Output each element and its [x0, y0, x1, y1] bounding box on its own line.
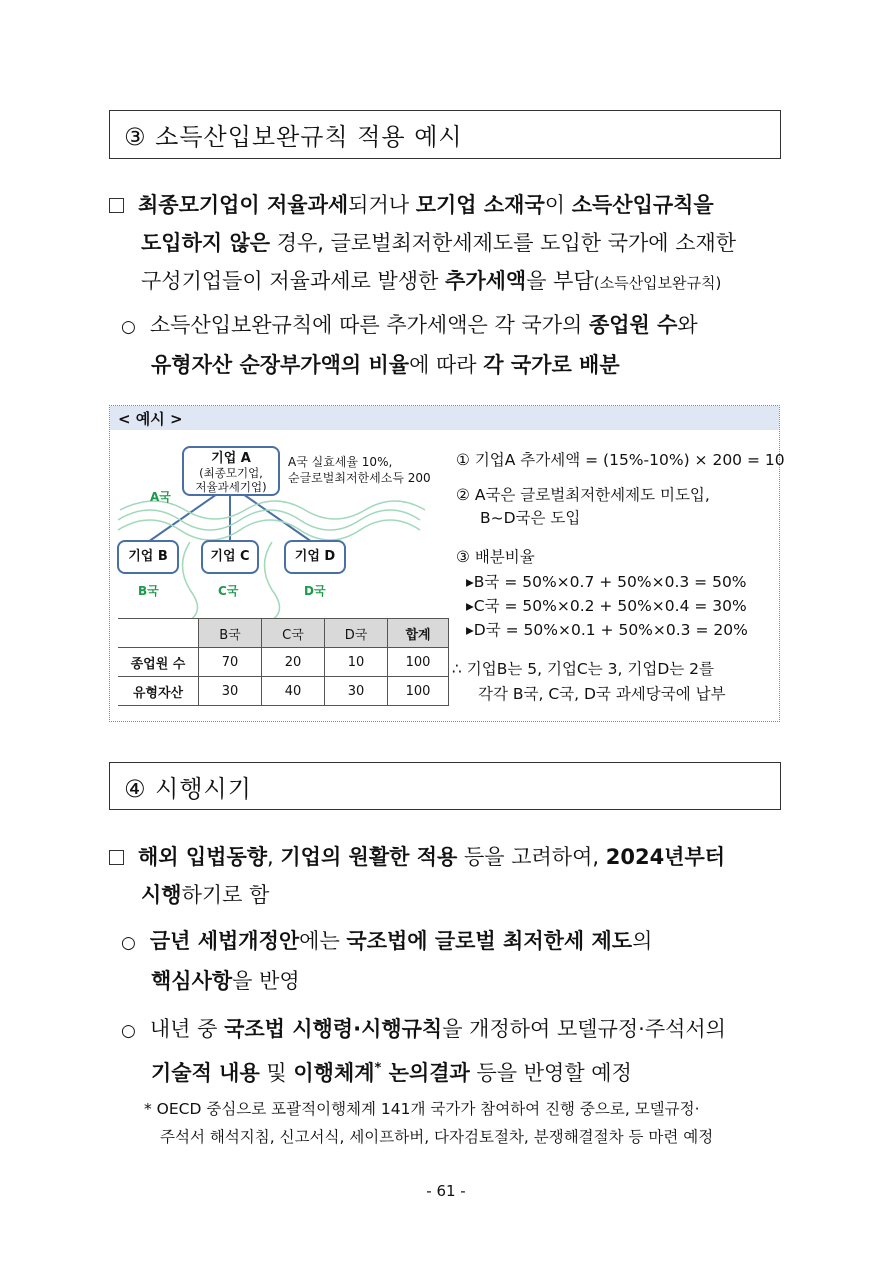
text: 구성기업들이 저율과세로 발생한: [141, 269, 446, 293]
text: 을 반영: [232, 969, 300, 993]
circle-bullet-icon: ○: [121, 1021, 136, 1041]
footnote-marker: *: [374, 1061, 382, 1076]
text: 의: [632, 929, 653, 953]
text-bold: 종업원 수: [588, 313, 678, 337]
text-bold: 2024년부터: [605, 845, 726, 869]
note-line-2: 순글로벌최저한세소득 200: [288, 471, 431, 485]
table-header-cell: C국: [262, 619, 325, 648]
page-number: - 61 -: [426, 1182, 466, 1200]
example-step-3d: ▸D국 = 50%×0.1 + 50%×0.3 = 20%: [466, 621, 748, 639]
section-4-title: ④ 시행시기: [124, 774, 252, 803]
table-header-cell: 합계: [388, 619, 449, 648]
text-bold: 추가세액: [445, 269, 527, 293]
text-bold: 논의결과: [381, 1061, 470, 1085]
table-header-cell: [118, 619, 199, 648]
allocation-table: [118, 618, 449, 706]
section-3-title: ③ 소득산입보완규칙 적용 예시: [124, 123, 463, 151]
example-step-2a: ② A국은 글로벌최저한세제도 미도입,: [456, 486, 710, 504]
text-bold: 각 국가로 배분: [483, 353, 620, 377]
company-a-sub1: (최종모기업,: [199, 466, 263, 480]
table-header-cell: B국: [199, 619, 262, 648]
example-step-3c: ▸C국 = 50%×0.2 + 50%×0.4 = 30%: [466, 597, 747, 615]
text: 을 부담: [526, 269, 594, 293]
example-step-3: ③ 배분비율: [456, 548, 535, 566]
table-cell: 100: [388, 648, 449, 677]
example-title: < 예시 >: [118, 410, 183, 428]
example-box: [109, 405, 785, 722]
table-cell: 20: [262, 648, 325, 677]
text: 하기로 함: [181, 883, 270, 907]
text: 경우, 글로벌최저한세제도를 도입한 국가에 소재한: [270, 231, 737, 255]
company-a-sub2: 저율과세기업): [195, 480, 267, 494]
table-cell: 유형자산: [118, 677, 199, 706]
example-step-2b: B~D국은 도입: [480, 509, 581, 527]
example-step-1: ① 기업A 추가세액 = (15%-10%) × 200 = 10: [456, 451, 785, 469]
company-c-node: 기업 C: [201, 540, 259, 574]
example-step-3b: ▸B국 = 50%×0.7 + 50%×0.3 = 50%: [466, 573, 747, 591]
section-3-title-box: [109, 110, 781, 159]
country-b-label: B국: [138, 584, 159, 598]
section-3-paragraph-2: [121, 306, 698, 384]
table-row: [118, 648, 449, 677]
company-a-label: 기업 A: [211, 451, 251, 466]
text-bold: 기술적 내용: [151, 1061, 260, 1085]
section-4-paragraph-2: [121, 922, 652, 1000]
text: 등을 반영할 예정: [469, 1061, 632, 1085]
text-bold: 기업의 원활한 적용: [280, 845, 458, 869]
company-a-node: [182, 446, 280, 496]
company-b-node: 기업 B: [117, 540, 179, 574]
table-cell: 10: [325, 648, 388, 677]
text: 되거나: [348, 193, 416, 217]
circle-bullet-icon: ○: [121, 933, 136, 953]
text-bold: 소득산입규칙을: [571, 193, 714, 217]
table-cell: 100: [388, 677, 449, 706]
table-header-cell: D국: [325, 619, 388, 648]
table-cell: 30: [199, 677, 262, 706]
circle-bullet-icon: ○: [121, 317, 136, 337]
square-bullet-icon: [109, 198, 124, 213]
text-bold: 도입하지 않은: [141, 231, 271, 255]
section-4-paragraph-1: [109, 838, 725, 914]
country-a-label: A국: [150, 490, 171, 504]
table-cell: 70: [199, 648, 262, 677]
example-conclusion-a: ∴ 기업B는 5, 기업C는 3, 기업D는 2를: [452, 660, 714, 678]
table-row: [118, 677, 449, 706]
section-3-paragraph-1: [109, 186, 736, 302]
text-bold: 핵심사항: [151, 969, 233, 993]
section-4-paragraph-3: [121, 1010, 726, 1092]
text: 을 개정하여 모델규정·주석서의: [442, 1017, 726, 1041]
text: 이: [544, 193, 572, 217]
text: 에는: [299, 929, 347, 953]
text: 와: [677, 313, 698, 337]
text: ,: [267, 845, 281, 869]
square-bullet-icon: [109, 850, 124, 865]
text: 내년 중: [149, 1017, 225, 1041]
table-cell: 30: [325, 677, 388, 706]
text: 등을 고려하여,: [457, 845, 606, 869]
text-bold: 해외 입법동향: [138, 845, 268, 869]
footnote-line-2: 주석서 해석지침, 신고서식, 세이프하버, 다자검토절차, 분쟁해결절차 등 마련 예정: [160, 1128, 714, 1146]
text-bold: 국조법에 글로벌 최저한세 제도: [346, 929, 633, 953]
country-c-label: C국: [218, 584, 239, 598]
note-line-1: A국 실효세율 10%,: [288, 455, 393, 469]
table-cell: 40: [262, 677, 325, 706]
text-bold: 모기업 소재국: [415, 193, 545, 217]
text-small: (소득산입보완규칙): [593, 274, 722, 292]
table-header-row: [118, 619, 449, 648]
text: 소득산입보완규칙에 따른 추가세액은 각 국가의: [149, 313, 589, 337]
text-bold: 이행체계: [293, 1061, 375, 1085]
text-bold: 국조법 시행령·시행규칙: [224, 1017, 443, 1041]
section-4-title-box: [109, 762, 781, 810]
footnote-line-1: * OECD 중심으로 포괄적이행체계 141개 국가가 참여하여 진행 중으로, 모델규정·: [144, 1100, 700, 1118]
text: 및: [259, 1061, 294, 1085]
text-bold: 유형자산 순장부가액의 비율: [151, 353, 410, 377]
example-conclusion-b: 각각 B국, C국, D국 과세당국에 납부: [478, 685, 726, 703]
text: 에 따라: [409, 353, 484, 377]
company-a-note: [288, 454, 431, 486]
text-bold: 시행: [141, 883, 182, 907]
table-cell: 종업원 수: [118, 648, 199, 677]
text-bold: 최종모기업이 저율과세: [138, 193, 349, 217]
company-d-node: 기업 D: [284, 540, 346, 574]
country-d-label: D국: [304, 584, 326, 598]
text-bold: 금년 세법개정안: [149, 929, 300, 953]
